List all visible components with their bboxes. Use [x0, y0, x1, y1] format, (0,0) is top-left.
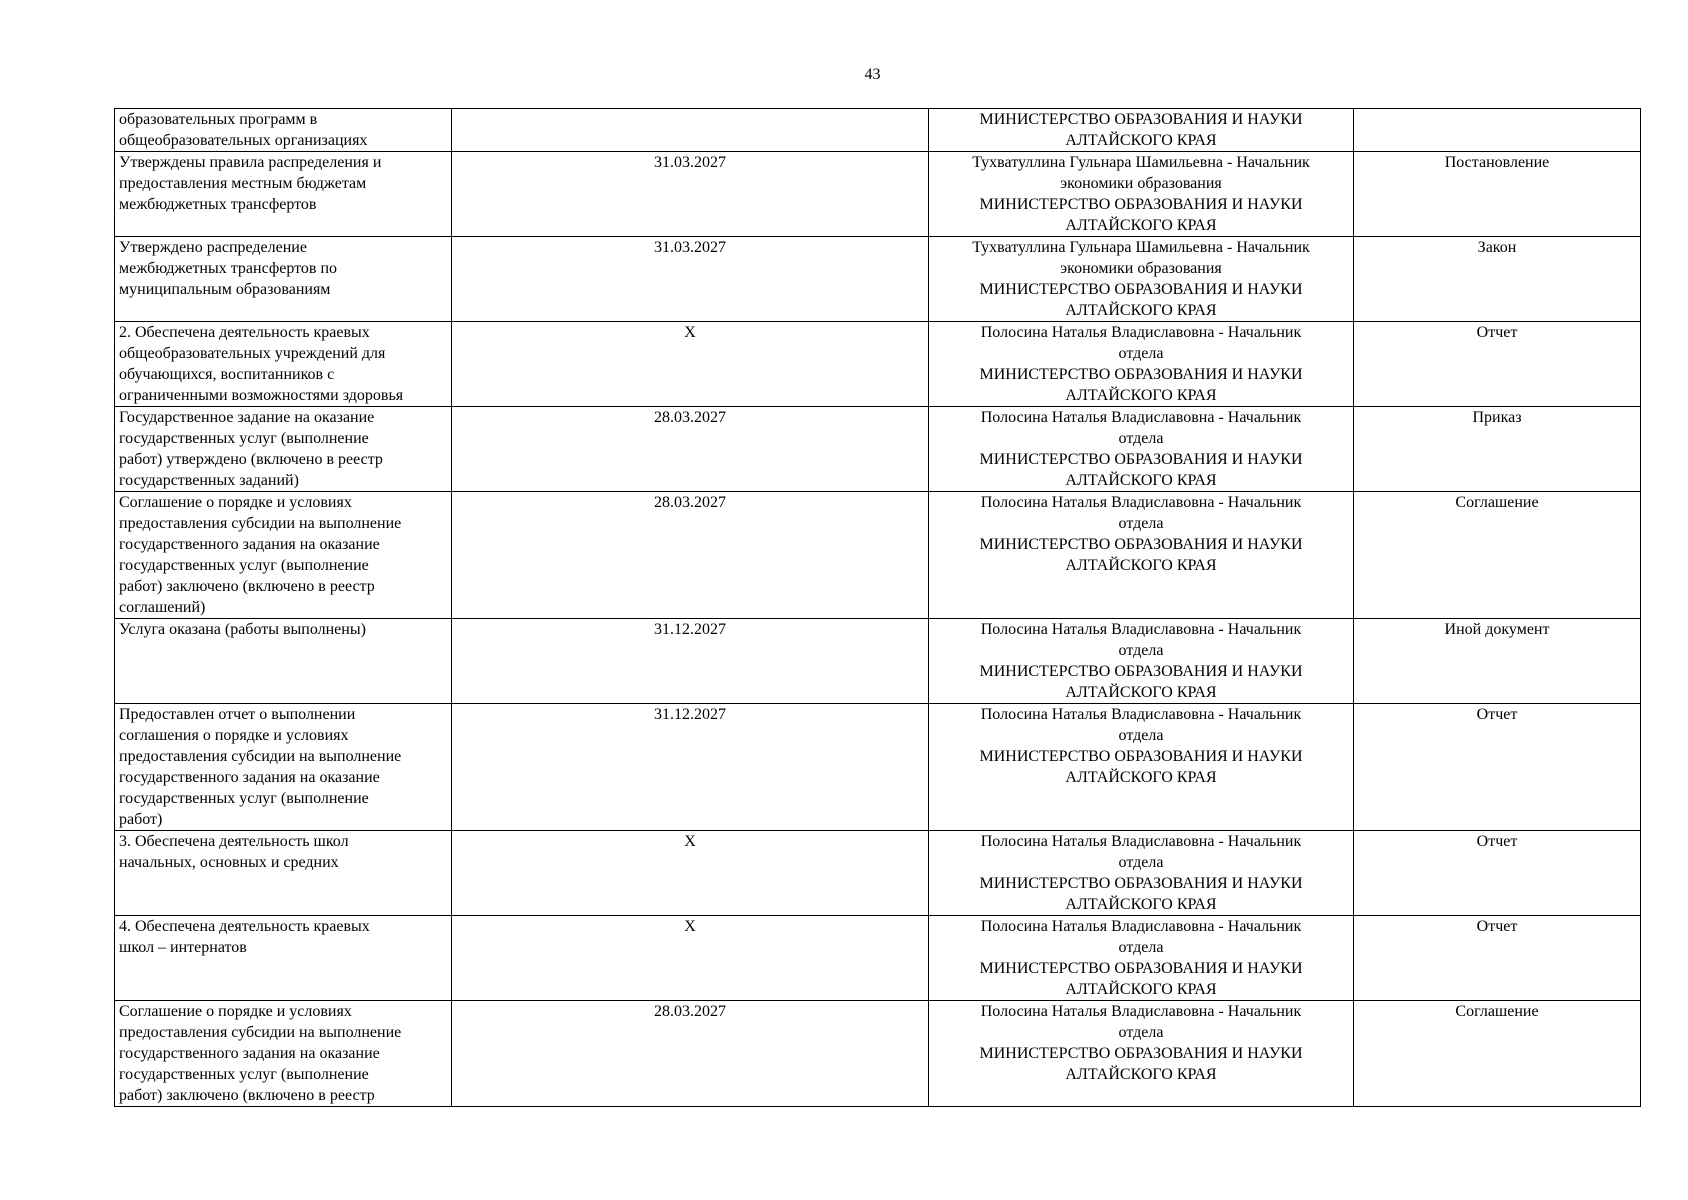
name-line: начальных, основных и средних [119, 854, 339, 871]
cell-date [452, 492, 929, 619]
cell-responsible [929, 704, 1354, 831]
cell-document [1354, 619, 1641, 704]
name-line: государственных заданий) [119, 472, 299, 489]
cell-responsible [929, 492, 1354, 619]
cell-responsible [929, 322, 1354, 407]
name-line: Соглашение о порядке и условиях [119, 1003, 352, 1020]
responsible-line: МИНИСТЕРСТВО ОБРАЗОВАНИЯ И НАУКИ [979, 748, 1303, 765]
responsible-line: Тухватуллина Гульнара Шамильевна - Начальник [972, 239, 1310, 256]
name-line: соглашений) [119, 599, 206, 616]
date-text: 31.03.2027 [654, 154, 726, 171]
cell-responsible [929, 152, 1354, 237]
cell-responsible [929, 619, 1354, 704]
table-row [115, 322, 1641, 407]
responsible-line: МИНИСТЕРСТВО ОБРАЗОВАНИЯ И НАУКИ [979, 875, 1303, 892]
document-type: Отчет [1476, 324, 1518, 341]
cell-responsible [929, 916, 1354, 1001]
name-line: государственных услуг (выполнение [119, 1066, 369, 1083]
responsible-line: Полосина Наталья Владиславовна - Начальник [980, 324, 1302, 341]
date-text: 31.12.2027 [654, 706, 726, 723]
cell-document [1354, 109, 1641, 152]
document-type: Отчет [1476, 918, 1518, 935]
name-line: Государственное задание на оказание [119, 409, 375, 426]
name-line: 4. Обеспечена деятельность краевых [119, 918, 370, 935]
responsible-line: Полосина Наталья Владиславовна - Начальник [980, 494, 1302, 511]
responsible-line: МИНИСТЕРСТВО ОБРАЗОВАНИЯ И НАУКИ [979, 281, 1303, 298]
responsible-line: МИНИСТЕРСТВО ОБРАЗОВАНИЯ И НАУКИ [979, 366, 1303, 383]
cell-responsible [929, 407, 1354, 492]
responsible-line: отдела [1118, 642, 1164, 659]
responsible-line: МИНИСТЕРСТВО ОБРАЗОВАНИЯ И НАУКИ [979, 536, 1303, 553]
responsible-line: Полосина Наталья Владиславовна - Начальник [980, 409, 1302, 426]
responsible-line: отдела [1118, 854, 1164, 871]
name-line: межбюджетных трансфертов по [119, 260, 338, 277]
name-line: предоставления субсидии на выполнение [119, 748, 402, 765]
name-line: Предоставлен отчет о выполнении [119, 706, 356, 723]
name-line: государственных услуг (выполнение [119, 790, 369, 807]
document-type: Закон [1477, 239, 1517, 256]
date-text: 28.03.2027 [654, 409, 726, 426]
responsible-line: отдела [1118, 727, 1164, 744]
table-row [115, 1001, 1641, 1107]
cell-document [1354, 152, 1641, 237]
cell-document [1354, 407, 1641, 492]
cell-date [452, 619, 929, 704]
date-text: 31.03.2027 [654, 239, 726, 256]
name-line: школ – интернатов [119, 939, 247, 956]
name-line: межбюджетных трансфертов [119, 196, 317, 213]
name-line: Соглашение о порядке и условиях [119, 494, 352, 511]
date-text: X [684, 324, 696, 341]
responsible-line: Полосина Наталья Владиславовна - Начальник [980, 706, 1302, 723]
cell-document [1354, 492, 1641, 619]
cell-date [452, 916, 929, 1001]
responsible-line: Тухватуллина Гульнара Шамильевна - Начальник [972, 154, 1310, 171]
name-line: соглашения о порядке и условиях [119, 727, 349, 744]
date-text: X [684, 833, 696, 850]
table-body [115, 109, 1641, 1107]
table-row [115, 619, 1641, 704]
cell-name [115, 916, 452, 1001]
cell-date [452, 237, 929, 322]
responsible-line: АЛТАЙСКОГО КРАЯ [1065, 302, 1217, 319]
document-type: Отчет [1476, 706, 1518, 723]
name-line: Утверждено распределение [119, 239, 307, 256]
responsible-line: отдела [1118, 345, 1164, 362]
responsible-line: АЛТАЙСКОГО КРАЯ [1065, 472, 1217, 489]
cell-name [115, 237, 452, 322]
responsible-line: АЛТАЙСКОГО КРАЯ [1065, 684, 1217, 701]
name-line: работ) [119, 811, 163, 828]
cell-date [452, 152, 929, 237]
cell-date [452, 322, 929, 407]
responsible-line: АЛТАЙСКОГО КРАЯ [1065, 217, 1217, 234]
name-line: обучающихся, воспитанников с [119, 366, 335, 383]
responsible-line: отдела [1118, 515, 1164, 532]
responsible-line: Полосина Наталья Владиславовна - Начальник [980, 621, 1302, 638]
responsible-line: МИНИСТЕРСТВО ОБРАЗОВАНИЯ И НАУКИ [979, 111, 1303, 128]
table-row [115, 407, 1641, 492]
responsible-line: МИНИСТЕРСТВО ОБРАЗОВАНИЯ И НАУКИ [979, 451, 1303, 468]
name-line: общеобразовательных организациях [119, 132, 368, 149]
responsible-line: МИНИСТЕРСТВО ОБРАЗОВАНИЯ И НАУКИ [979, 663, 1303, 680]
cell-date [452, 407, 929, 492]
cell-date [452, 1001, 929, 1107]
cell-name [115, 322, 452, 407]
name-line: муниципальным образованиям [119, 281, 331, 298]
table-row [115, 831, 1641, 916]
responsible-line: АЛТАЙСКОГО КРАЯ [1065, 557, 1217, 574]
document-type: Постановление [1444, 154, 1550, 171]
name-line: предоставления субсидии на выполнение [119, 515, 402, 532]
document-type: Отчет [1476, 833, 1518, 850]
cell-document [1354, 1001, 1641, 1107]
cell-document [1354, 237, 1641, 322]
document-type: Иной документ [1444, 621, 1550, 638]
name-line: работ) заключено (включено в реестр [119, 1087, 375, 1104]
table-row [115, 492, 1641, 619]
cell-document [1354, 831, 1641, 916]
responsible-line: отдела [1118, 939, 1164, 956]
name-line: государственного задания на оказание [119, 536, 380, 553]
cell-name [115, 619, 452, 704]
name-line: государственного задания на оказание [119, 1045, 380, 1062]
cell-responsible [929, 237, 1354, 322]
cell-date [452, 831, 929, 916]
responsible-line: АЛТАЙСКОГО КРАЯ [1065, 1066, 1217, 1083]
responsible-line: МИНИСТЕРСТВО ОБРАЗОВАНИЯ И НАУКИ [979, 960, 1303, 977]
name-line: образовательных программ в [119, 111, 318, 128]
cell-name [115, 704, 452, 831]
cell-date [452, 109, 929, 152]
table-row [115, 704, 1641, 831]
responsible-line: Полосина Наталья Владиславовна - Начальник [980, 1003, 1302, 1020]
name-line: государственных услуг (выполнение [119, 430, 369, 447]
name-line: Услуга оказана (работы выполнены) [119, 621, 366, 638]
table-row [115, 109, 1641, 152]
responsible-line: АЛТАЙСКОГО КРАЯ [1065, 769, 1217, 786]
date-text: 28.03.2027 [654, 1003, 726, 1020]
cell-responsible [929, 1001, 1354, 1107]
table-row [115, 916, 1641, 1001]
table-row [115, 152, 1641, 237]
name-line: работ) утверждено (включено в реестр [119, 451, 383, 468]
responsible-line: экономики образования [1060, 260, 1222, 277]
date-text: 31.12.2027 [654, 621, 726, 638]
activities-table [114, 108, 1641, 1107]
cell-name [115, 1001, 452, 1107]
name-line: 2. Обеспечена деятельность краевых [119, 324, 370, 341]
name-line: государственных услуг (выполнение [119, 557, 369, 574]
responsible-line: АЛТАЙСКОГО КРАЯ [1065, 981, 1217, 998]
name-line: работ) заключено (включено в реестр [119, 578, 375, 595]
responsible-line: Полосина Наталья Владиславовна - Начальник [980, 833, 1302, 850]
name-line: Утверждены правила распределения и [119, 154, 382, 171]
cell-document [1354, 916, 1641, 1001]
name-line: ограниченными возможностями здоровья [119, 387, 404, 404]
cell-responsible [929, 109, 1354, 152]
responsible-line: АЛТАЙСКОГО КРАЯ [1065, 896, 1217, 913]
responsible-line: отдела [1118, 430, 1164, 447]
cell-name [115, 109, 452, 152]
responsible-line: отдела [1118, 1024, 1164, 1041]
date-text: 28.03.2027 [654, 494, 726, 511]
page-number: 43 [864, 66, 881, 83]
cell-name [115, 831, 452, 916]
name-line: общеобразовательных учреждений для [119, 345, 386, 362]
cell-document [1354, 322, 1641, 407]
responsible-line: АЛТАЙСКОГО КРАЯ [1065, 132, 1217, 149]
cell-name [115, 492, 452, 619]
cell-name [115, 407, 452, 492]
document-type: Соглашение [1455, 494, 1539, 511]
name-line: предоставления субсидии на выполнение [119, 1024, 402, 1041]
responsible-line: МИНИСТЕРСТВО ОБРАЗОВАНИЯ И НАУКИ [979, 196, 1303, 213]
responsible-line: МИНИСТЕРСТВО ОБРАЗОВАНИЯ И НАУКИ [979, 1045, 1303, 1062]
responsible-line: АЛТАЙСКОГО КРАЯ [1065, 387, 1217, 404]
document-type: Соглашение [1455, 1003, 1539, 1020]
table-row [115, 237, 1641, 322]
responsible-line: экономики образования [1060, 175, 1222, 192]
name-line: предоставления местным бюджетам [119, 175, 367, 192]
date-text: X [684, 918, 696, 935]
name-line: государственного задания на оказание [119, 769, 380, 786]
cell-name [115, 152, 452, 237]
name-line: 3. Обеспечена деятельность школ [119, 833, 349, 850]
cell-document [1354, 704, 1641, 831]
document-type: Приказ [1472, 409, 1522, 426]
responsible-line: Полосина Наталья Владиславовна - Начальник [980, 918, 1302, 935]
cell-date [452, 704, 929, 831]
cell-responsible [929, 831, 1354, 916]
